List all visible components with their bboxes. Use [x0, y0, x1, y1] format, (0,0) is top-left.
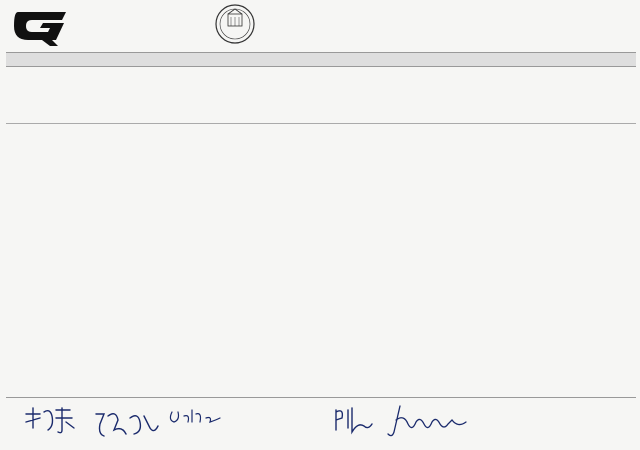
- title-bar: [6, 52, 636, 67]
- gt-logo-icon: [12, 6, 70, 46]
- steward-signature-4: [386, 402, 472, 442]
- steward-signature-3: [330, 404, 376, 438]
- championship-logo: [12, 4, 212, 50]
- footer-divider: [6, 397, 636, 398]
- camf-seal-icon: [214, 3, 256, 49]
- results-header-row: [6, 114, 636, 124]
- camf-seal: [214, 3, 256, 49]
- timekeeper-signature: [22, 404, 82, 438]
- steward-signature-1: [92, 408, 162, 442]
- steward-signature-2: [166, 404, 230, 444]
- chequered-flag-icon: [486, 66, 636, 114]
